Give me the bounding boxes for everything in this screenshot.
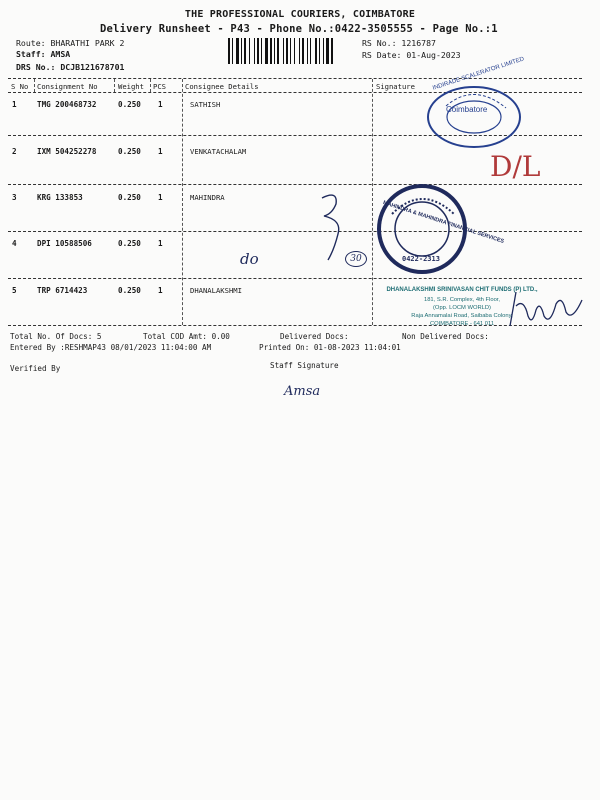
table-row-consignee: SATHISH	[190, 100, 221, 109]
delivered-mark: D/L	[490, 150, 541, 183]
circled-number: 30	[345, 251, 367, 267]
row-rule	[8, 231, 582, 232]
table-row-sno: 4	[12, 239, 17, 248]
table-row-consignment: KRG 133853	[37, 193, 83, 202]
finance-stamp-text: MAHINDRA & MAHINDRA FINANCIAL SERVICES	[382, 200, 505, 245]
table-row-pcs: 1	[158, 193, 163, 202]
table-row-sno: 2	[12, 147, 17, 156]
barcode-bar	[244, 38, 246, 64]
col-header-consignee: Consignee Details	[185, 82, 259, 91]
barcode-bar	[323, 38, 324, 64]
delivered-docs: Delivered Docs:	[280, 332, 349, 341]
table-row-weight: 0.250	[118, 239, 141, 248]
chit-company-name: DHANALAKSHMI SRINIVASAN CHIT FUNDS (P) LTD.,	[386, 287, 538, 293]
barcode-bar	[326, 38, 329, 64]
col-divider	[34, 79, 35, 92]
col-header-signature: Signature	[376, 82, 415, 91]
handwritten-signature	[506, 286, 590, 336]
runsheet-subtitle: Delivery Runsheet - P43 - Phone No.:0422-3505555 - Page No.:1	[100, 23, 498, 35]
col-header-consignment: Consignment No	[37, 82, 98, 91]
barcode-bar	[283, 38, 284, 64]
company-stamp	[426, 86, 522, 148]
table-row-pcs: 1	[158, 147, 163, 156]
barcode-bar	[261, 38, 262, 64]
barcode-bar	[265, 38, 268, 64]
staff-signature: Amsa	[284, 384, 321, 399]
printed-on: Printed On: 01-08-2023 11:04:01	[259, 343, 401, 352]
table-row-weight: 0.250	[118, 193, 141, 202]
barcode-bar	[286, 38, 288, 64]
non-delivered-docs: Non Delivered Docs:	[402, 332, 489, 341]
table-row-pcs: 1	[158, 239, 163, 248]
handwritten-scribble	[318, 190, 348, 270]
chit-address-line: (Opp. LOCM WORLD)	[433, 305, 491, 311]
col-header-pcs: PCS	[153, 82, 166, 91]
barcode-bar	[249, 38, 250, 64]
barcode-bar	[274, 38, 275, 64]
barcode	[228, 38, 358, 64]
stamp-city: Coimbatore	[446, 105, 488, 114]
rs-number: RS No.: 1216787	[362, 38, 436, 48]
barcode-bar	[277, 38, 279, 64]
entered-by: Entered By :RESHMAP43 08/01/2023 11:04:00 AM	[10, 343, 212, 352]
table-row-consignment: TMG 200468732	[37, 100, 97, 109]
verified-by: Verified By	[10, 364, 61, 373]
table-row-consignee: MAHINDRA	[190, 193, 225, 202]
table-row-consignment: DPI 10588506	[37, 239, 92, 248]
barcode-bar	[331, 38, 333, 64]
stamp-text: INDIRADE SCALERATOR LIMITED	[432, 56, 525, 92]
barcode-bar	[315, 38, 317, 64]
barcode-bar	[270, 38, 272, 64]
table-row-consignment: IXM 504252278	[37, 147, 97, 156]
col-header-weight: Weight	[118, 82, 144, 91]
ditto-mark: do	[240, 250, 259, 268]
barcode-bar	[254, 38, 255, 64]
barcode-bar	[310, 38, 311, 64]
table-row-weight: 0.250	[118, 286, 141, 295]
table-row-sno: 1	[12, 100, 17, 109]
staff-label: Staff: AMSA	[16, 49, 71, 59]
barcode-bar	[228, 38, 230, 64]
total-docs: Total No. Of Docs: 5	[10, 332, 102, 341]
table-row-weight: 0.250	[118, 147, 141, 156]
table-row-consignee: VENKATACHALAM	[190, 147, 247, 156]
drs-number: DRS No.: DCJB121678701	[16, 62, 125, 72]
barcode-bar	[257, 38, 259, 64]
table-row-sno: 5	[12, 286, 17, 295]
chit-address-line: Raja Annamalai Road, Saibaba Colony,	[411, 313, 513, 319]
barcode-bar	[236, 38, 239, 64]
table-row-consignee: DHANALAKSHMI	[190, 286, 242, 295]
barcode-bar	[241, 38, 242, 64]
table-row-pcs: 1	[158, 286, 163, 295]
company-title: THE PROFESSIONAL COURIERS, COIMBATORE	[184, 9, 416, 20]
table-row-pcs: 1	[158, 100, 163, 109]
total-cod: Total COD Amt: 0.00	[143, 332, 230, 341]
barcode-bar	[302, 38, 304, 64]
row-rule	[8, 278, 582, 279]
col-divider	[182, 79, 183, 325]
barcode-bar	[307, 38, 308, 64]
barcode-bar	[232, 38, 233, 64]
table-row-sno: 3	[12, 193, 17, 202]
rs-date: RS Date: 01-Aug-2023	[362, 50, 461, 60]
barcode-bar	[299, 38, 300, 64]
chit-address-line: COIMBATORE - 641 011	[429, 321, 495, 327]
table-row-weight: 0.250	[118, 100, 141, 109]
row-rule	[8, 184, 582, 185]
table-top-rule	[8, 78, 582, 79]
route-label: Route: BHARATHI PARK 2	[16, 38, 125, 48]
finance-stamp-phone: 0422-2313	[402, 255, 440, 263]
table-row-consignment: TRP 6714423	[37, 286, 88, 295]
staff-signature-label: Staff Signature	[270, 361, 339, 370]
chit-address-line: 181, S.R. Complex, 4th Floor,	[423, 297, 501, 303]
col-header-sno: S No	[11, 82, 29, 91]
barcode-bar	[290, 38, 291, 64]
barcode-bar	[294, 38, 295, 64]
col-divider	[114, 79, 115, 92]
barcode-bar	[319, 38, 320, 64]
col-divider	[150, 79, 151, 92]
